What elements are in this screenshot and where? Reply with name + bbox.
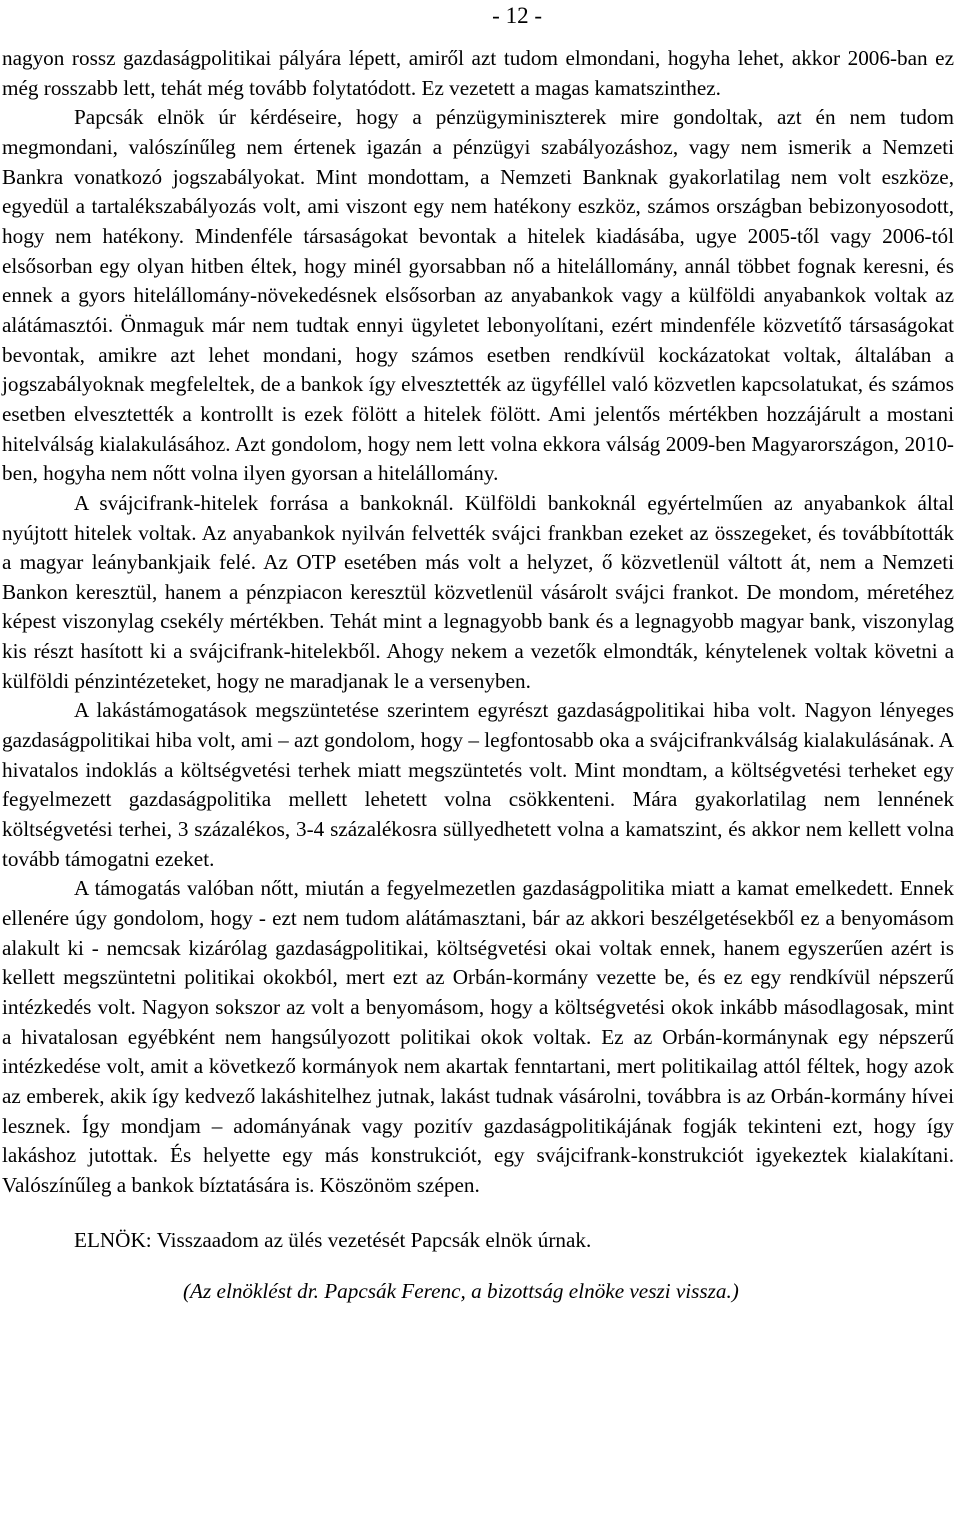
page-number: - 12 - — [492, 3, 542, 28]
document-body — [2, 44, 954, 1307]
paragraph-answer-to-chairman: Papcsák elnök úr kérdéseire, hogy a pénzügyminiszterek mire gondoltak, azt én nem tudom megmondani, valószínűleg nem értenek igazán a pénzügyi szabályozáshoz, vagy nem ismerik a Nemzeti Bankra vonatkozó jogszabályokat. Mint mondottam, a Nemzeti Banknak gyakorlatilag nem volt eszköze, egyedül a tartalékszabályozás volt, ami viszont egy nem hatékony eszköz, számos országban bebizonyosodott, hogy nem hatékony. Mindenféle társaságokat bevontak a hitelek kiadásába, ugye 2005-től vagy 2006-tól elsősorban egy olyan hitben éltek, hogy minél gyorsabban nő a hitelállomány, annál többet fognak keresni, és ennek a gyors hitelállomány-növekedésnek elsősorban az anyabankok vagy a külföldi anyabankok voltak az alátámasztói. Önmaguk már nem tudtak ennyi ügyletet lebonyolítani, ezért mindenféle közvetítő társaságokat bevontak, amikre azt lehet mondani, hogy számos esetben rendkívül kockázatokat voltak, általában a jogszabályoknak megfeleltek, de a bankok így elvesztették az ügyféllel való közvetlen kapcsolatukat, és számos esetben elvesztették a kontrollt is ezek fölött a hitelek fölött. Ami jelentős mértékben hozzájárult a mostani hitelválság kialakulásához. Azt gondolom, hogy nem lett volna ekkora válság 2009-ben Magyarországon, 2010-ben, hogyha nem nőtt volna ilyen gyorsan a hitelállomány. — [2, 105, 954, 486]
paragraph-continuation: nagyon rossz gazdaságpolitikai pályára lépett, amiről azt tudom elmondani, hogyha lehet, akkor 2006-ban ez még rosszabb lett, tehát még tovább folytatódott. Ez vezetett a magas kamatszinthez. — [2, 46, 954, 100]
paragraph-swiss-franc-loans: A svájcifrank-hitelek forrása a bankoknál. Külföldi bankoknál egyértelműen az anyabankok által nyújtott hitelek voltak. Az anyabankok nyilván felvették svájci frankban ezeket az összegeket, és továbbították a magyar leánybankjaik felé. Az OTP esetében más volt a helyzet, ő közvetlenül váltott át, nem a Nemzeti Bankon keresztül, hanem a pénzpiacon keresztül közvetlenül vásárolt svájci frankot. De mondom, méretéhez képest viszonylag csekély mértékben. Tehát mint a legnagyobb bank és a legnagyobb magyar bank, viszonylag kis részt hasított ki a svájcifrank-hitelekből. Ahogy nekem a vezetők elmondták, kénytelenek voltak követni a külföldi pénzintézeteket, hogy ne maradjanak le a versenyben. — [2, 490, 954, 693]
paragraph-subsidy-growth: A támogatás valóban nőtt, miután a fegyelmezetlen gazdaságpolitika miatt a kamat emelkedett. Ennek ellenére úgy gondolom, hogy - ezt nem tudom alátámasztani, bár az akkori beszélgetésekből ez a benyomásom alakult ki - nemcsak kizárólag gazdaságpolitikai, költségvetési okai voltak ennek, hanem egyszerűen azért is kellett megszüntetni politikai okokból, mert ezt az Orbán-kormány vezette be, és ez egy rendkívül népszerű intézkedés volt. Nagyon sokszor az volt a benyomásom, hogy a költségvetési okok inkább másodlagosak, mint a hivatalosan egyébként nem hangsúlyozott politikai okok voltak. Ez az Orbán-kormánynak egy népszerű intézkedése volt, amit a következő kormányok nem akartak fenntartani, mert politikailag attól féltek, hogy azok az emberek, akik így kedvező lakáshitelhez jutnak, lakást tudnak vásárolni, továbbra is az Orbán-kormány hívei lesznek. Így mondjam – adományának vagy pozitív gazdaságpolitikájának fogják tekinteni ezt, hogy így lakáshoz jutottak. És helyette egy más konstrukciót, egy svájcifrank-konstrukciót igyekeztek kialakítani. Valószínűleg a bankok bíztatására is. Köszönöm szépen. — [2, 876, 954, 1197]
chair-statement: ELNÖK: Visszaadom az ülés vezetését Papcsák elnök úrnak. — [74, 1227, 592, 1252]
stage-note: (Az elnöklést dr. Papcsák Ferenc, a bizottság elnöke veszi vissza.) — [183, 1279, 739, 1304]
paragraph-housing-subsidies: A lakástámogatások megszüntetése szerintem egyrészt gazdaságpolitikai hiba volt. Nagyon lényeges gazdaságpolitikai hiba volt, ami – azt gondolom, hogy – legfontosabb oka a svájcifrankválság kialakulásának. A hivatalos indoklás a költségvetési terhek miatt megszüntetés volt. Mint mondtam, a költségvetési terheket egy fegyelmezett gazdaságpolitika mellett lehetett volna csökkenteni. Mára gyakorlatilag nem lennének költségvetési terhei, 3 százalékos, 3-4 százalékosra süllyedhetett volna a kamatszint, és akkor nem kellett volna tovább támogatni ezeket. — [2, 698, 954, 871]
